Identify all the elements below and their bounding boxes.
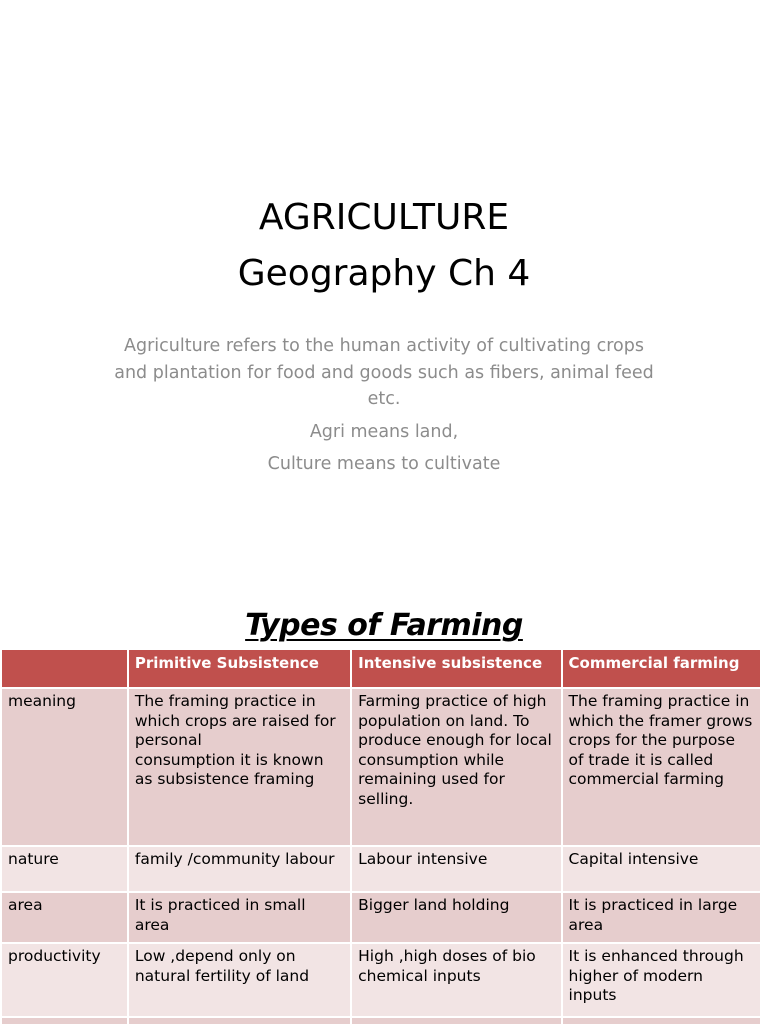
table-row: [1, 688, 761, 846]
table-cell: [128, 1017, 351, 1024]
section-heading: Types of Farming: [245, 608, 523, 643]
farming-types-table: [0, 648, 762, 1024]
table-cell: It is practiced in large area: [562, 892, 761, 943]
definition-text: Agriculture refers to the human activity of cultivating crops and plantation for food and goods such as fibers, animal feed etc.: [114, 336, 654, 409]
header-cell-empty: [1, 649, 128, 688]
header-cell-primitive: Primitive Subsistence: [128, 649, 351, 688]
table-cell: The framing practice in which the framer grows crops for the purpose of trade it is called commercial farming: [562, 688, 761, 846]
table-row-partial: [1, 1017, 761, 1024]
table-cell: [1, 1017, 128, 1024]
title-line-1: AGRICULTURE: [258, 197, 510, 238]
row-label-meaning: meaning: [1, 688, 128, 846]
table-cell: Bigger land holding: [351, 892, 561, 943]
table-cell: [562, 1017, 761, 1024]
table-cell: High ,high doses of bio chemical inputs: [351, 943, 561, 1017]
table-row: [1, 943, 761, 1017]
header-cell-intensive: Intensive subsistence: [351, 649, 561, 688]
table-cell: It is practiced in small area: [128, 892, 351, 943]
slide-title: [0, 190, 768, 302]
table-row: [1, 846, 761, 892]
table-cell: [351, 1017, 561, 1024]
table-cell: It is enhanced through higher of modern inputs: [562, 943, 761, 1017]
slide-subtitle: [110, 333, 658, 484]
row-label-nature: nature: [1, 846, 128, 892]
table-cell: The framing practice in which crops are raised for personal consumption it is known as subsistence framing: [128, 688, 351, 846]
title-line-2: Geography Ch 4: [237, 253, 531, 294]
table-cell: Labour intensive: [351, 846, 561, 892]
table-cell: Farming practice of high population on land. To produce enough for local consumption while remaining used for selling.: [351, 688, 561, 846]
row-label-productivity: productivity: [1, 943, 128, 1017]
table-cell: Low ,depend only on natural fertility of land: [128, 943, 351, 1017]
header-cell-commercial: Commercial farming: [562, 649, 761, 688]
table-cell: Capital intensive: [562, 846, 761, 892]
culture-meaning-text: Culture means to cultivate: [267, 454, 501, 474]
agri-meaning-text: Agri means land,: [309, 421, 459, 442]
row-label-area: area: [1, 892, 128, 943]
table-header-row: [1, 649, 761, 688]
table-row: [1, 892, 761, 943]
table-cell: family /community labour: [128, 846, 351, 892]
